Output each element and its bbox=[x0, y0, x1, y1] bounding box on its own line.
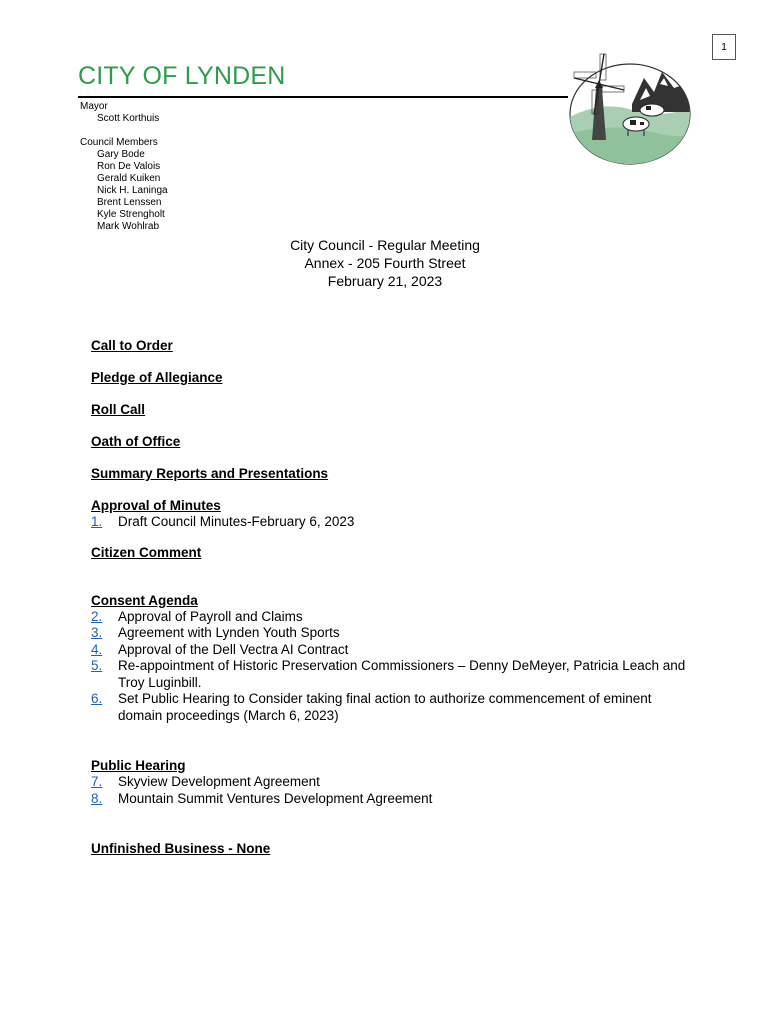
agenda-item bbox=[91, 691, 691, 724]
windmill-farm-seal-icon bbox=[562, 48, 698, 166]
agenda-item-text: Approval of Payroll and Claims bbox=[118, 608, 303, 624]
section-consent-agenda: Consent Agenda bbox=[91, 592, 198, 608]
agenda-item-text: Draft Council Minutes-February 6, 2023 bbox=[118, 514, 355, 529]
agenda-item-link[interactable]: 2. bbox=[91, 608, 103, 624]
council-label: Council Members bbox=[80, 137, 158, 148]
unfinished-tail: - None bbox=[228, 841, 271, 856]
section-approval-minutes: Approval of Minutes bbox=[91, 498, 221, 513]
header-divider bbox=[78, 96, 568, 98]
meeting-date: February 21, 2023 bbox=[327, 273, 443, 289]
council-member: Brent Lenssen bbox=[97, 197, 162, 208]
section-citizen-comment: Citizen Comment bbox=[91, 544, 202, 560]
agenda-item bbox=[91, 658, 691, 691]
agenda-item-link[interactable]: 5. bbox=[91, 658, 103, 673]
section-pledge: Pledge of Allegiance bbox=[91, 370, 223, 385]
council-member: Ron De Valois bbox=[97, 161, 161, 172]
mayor-label: Mayor bbox=[80, 101, 108, 112]
meeting-title: City Council - Regular Meeting bbox=[290, 237, 480, 253]
meeting-header bbox=[0, 236, 770, 290]
section-summary-reports: Summary Reports and Presentations bbox=[91, 466, 329, 481]
agenda-item bbox=[91, 642, 691, 659]
council-member: Mark Wohlrab bbox=[97, 221, 160, 232]
unfinished-title: Unfinished Business bbox=[91, 841, 229, 856]
section-call-to-order: Call to Order bbox=[91, 338, 173, 353]
agenda-item-text: Agreement with Lynden Youth Sports bbox=[118, 625, 340, 640]
agenda-item bbox=[91, 609, 691, 626]
council-member: Nick H. Laninga bbox=[97, 185, 168, 196]
agenda-item bbox=[91, 514, 691, 531]
section-roll-call: Roll Call bbox=[91, 402, 146, 417]
meeting-location: Annex - 205 Fourth Street bbox=[304, 255, 466, 271]
council-member: Kyle Strengholt bbox=[97, 209, 165, 220]
agenda-item-link[interactable]: 3. bbox=[91, 625, 103, 640]
page-number: 1 bbox=[712, 34, 736, 60]
mayor-name: Scott Korthuis bbox=[97, 113, 160, 124]
agenda-item-text: Re-appointment of Historic Preservation Commissioners – Denny DeMeyer, Patricia Leach and Troy Luginbill. bbox=[118, 658, 686, 690]
agenda-item-text: Approval of the Dell Vectra AI Contract bbox=[118, 641, 349, 657]
council-member: Gary Bode bbox=[97, 149, 145, 160]
agenda-item-link[interactable]: 7. bbox=[91, 774, 103, 789]
section-public-hearing: Public Hearing bbox=[91, 758, 186, 773]
city-title: CITY OF LYNDEN bbox=[78, 62, 286, 90]
agenda-item-link[interactable]: 6. bbox=[91, 691, 103, 706]
agenda-item-link[interactable]: 8. bbox=[91, 790, 103, 806]
agenda-item-text: Set Public Hearing to Consider taking final action to authorize commencement of eminent domain proceedings (March 6, 2023) bbox=[118, 691, 652, 723]
agenda-item-link[interactable]: 1. bbox=[91, 514, 103, 529]
agenda-item bbox=[91, 774, 691, 791]
council-member: Gerald Kuiken bbox=[97, 173, 161, 184]
officials-roster bbox=[80, 101, 168, 233]
agenda-item-text: Mountain Summit Ventures Development Agreement bbox=[118, 790, 433, 806]
section-oath: Oath of Office bbox=[91, 434, 181, 449]
agenda-item bbox=[91, 791, 691, 808]
agenda-item-link[interactable]: 4. bbox=[91, 641, 103, 657]
section-unfinished-business bbox=[91, 841, 691, 857]
agenda bbox=[91, 338, 691, 857]
agenda-item bbox=[91, 625, 691, 642]
agenda-item-text: Skyview Development Agreement bbox=[118, 774, 320, 789]
